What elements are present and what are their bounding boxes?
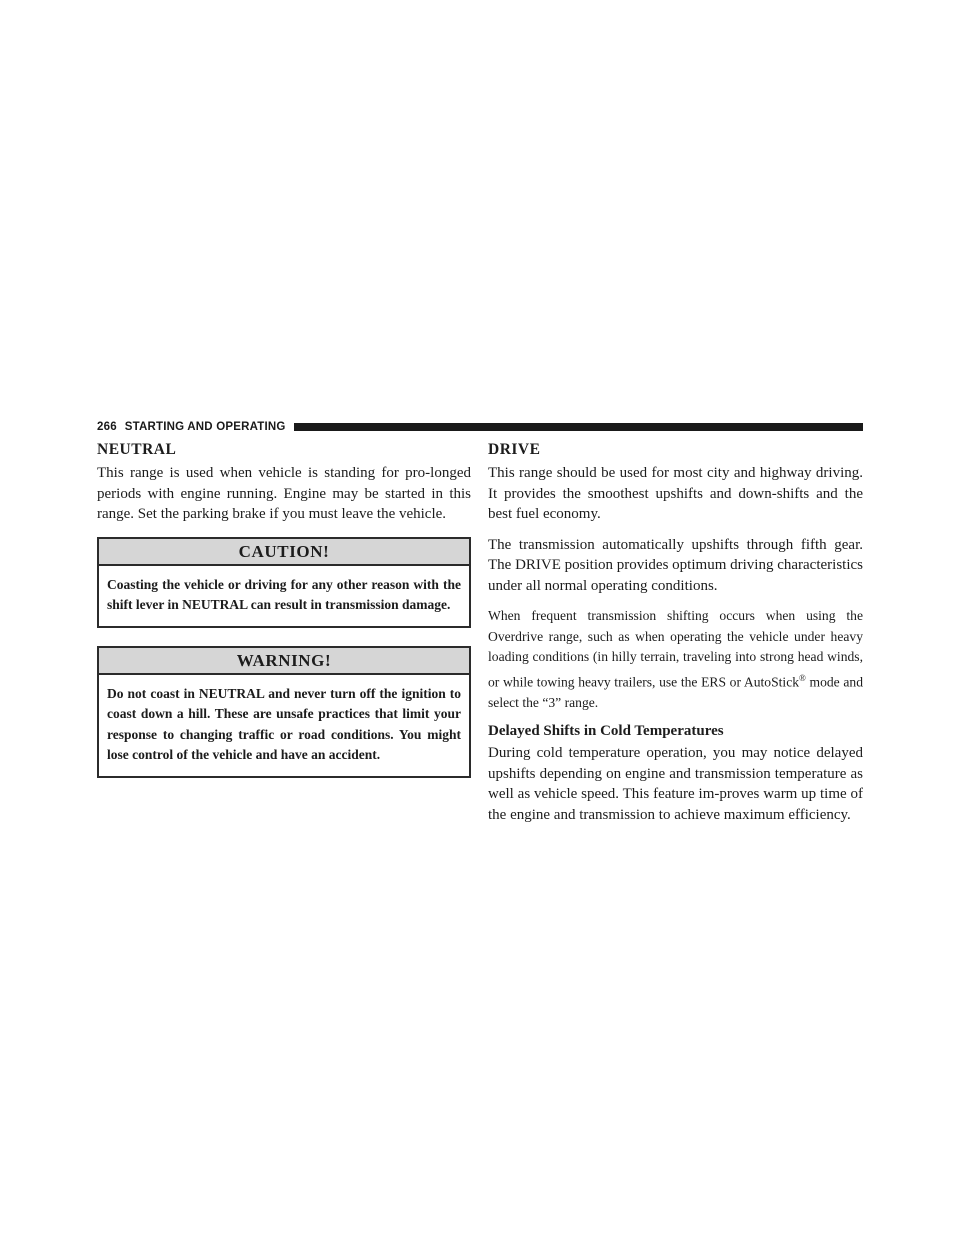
drive-paragraph-3: [488, 606, 863, 713]
neutral-heading: NEUTRAL: [97, 441, 177, 458]
section-title: STARTING AND OPERATING: [124, 421, 286, 433]
drive-paragraph-3-start: When frequent transmission shifting occurs when using the Overdrive range, such as when operating the vehicle under heavy loading conditions (in hilly terrain, traveling into strong head winds, or while towing heavy trailers, use the ERS or AutoStick: [488, 608, 863, 690]
caution-text: Coasting the vehicle or driving for any other reason with the shift lever in NEUTRAL can result in transmission damage.: [107, 576, 461, 612]
drive-paragraph-1: This range should be used for most city and highway driving. It provides the smoothest upshifts and down-shifts and the best fuel economy.: [488, 465, 863, 522]
drive-paragraph-2: The transmission automatically upshifts through fifth gear. The DRIVE position provides optimum driving characteristics under all normal operating conditions.: [488, 536, 863, 594]
page-number: 266: [97, 421, 117, 433]
right-column: [488, 441, 863, 835]
delayed-shifts-paragraph: During cold temperature operation, you may notice delayed upshifts depending on engine and transmission temperature as well as vehicle speed. This feature im-proves warm up time of the engine and transmission to achieve maximum efficiency.: [488, 745, 863, 823]
caution-title: CAUTION!: [99, 539, 469, 566]
registered-mark: ®: [799, 672, 806, 683]
neutral-paragraph: This range is used when vehicle is standing for pro-longed periods with engine running. Engine may be started in this range. Set the parking brake if you must leave the vehicle.: [97, 465, 471, 522]
delayed-shifts-heading: Delayed Shifts in Cold Temperatures: [488, 723, 724, 740]
drive-heading: DRIVE: [488, 441, 541, 458]
warning-box: [97, 646, 471, 778]
caution-box: [97, 537, 471, 628]
warning-text: Do not coast in NEUTRAL and never turn off the ignition to coast down a hill. These are unsafe practices that limit your response to changing traffic or road conditions. You might lose control of the vehicle and have an accident.: [107, 685, 461, 762]
left-column: [97, 441, 471, 796]
drive-paragraph-3-end: mode and select the “3” range.: [488, 674, 863, 710]
header-rule: [294, 423, 863, 431]
page-header: [97, 420, 863, 434]
warning-title: WARNING!: [99, 648, 469, 675]
